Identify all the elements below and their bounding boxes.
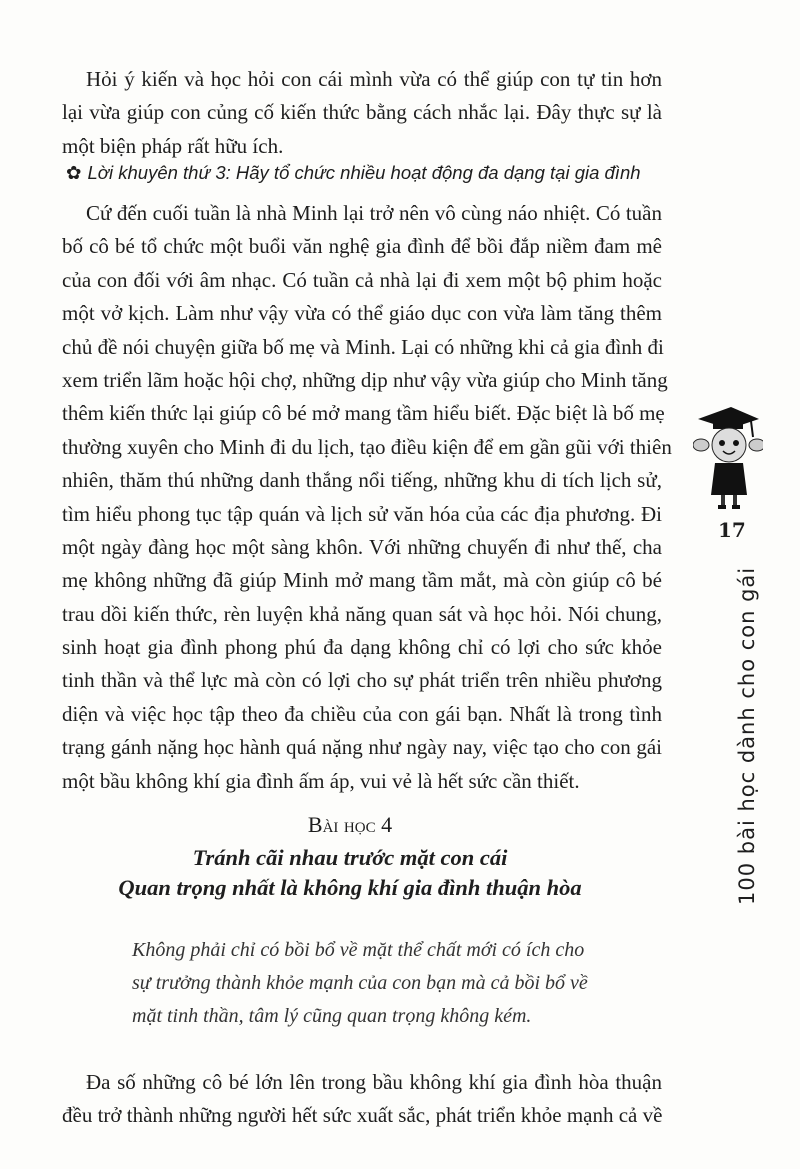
flower-icon: ✿ <box>66 162 82 183</box>
text-line: một ngày đàng học một sàng khôn. Với những chuyến đi như thế, cha <box>62 534 662 559</box>
text-line: trạng gánh nặng học hành quá nặng như ngày nay, việc tạo cho con gái <box>62 735 662 760</box>
tip-text: Lời khuyên thứ 3: Hãy tổ chức nhiều hoạt động đa dạng tại gia đình <box>87 162 641 183</box>
lesson-subtitle: Quan trọng nhất là không khí gia đình thuận hòa <box>118 875 582 900</box>
epigraph <box>132 934 652 1033</box>
tip-heading <box>66 162 666 184</box>
text-line: chủ đề nói chuyện giữa bố mẹ và Minh. Lại có những khi cả gia đình đi <box>62 334 664 359</box>
text-line: thường xuyên cho Minh đi du lịch, tạo điều kiện để em gần gũi với thiên <box>62 434 672 459</box>
text-line: diện và việc học tập theo đa chiều của con gái bạn. Nhất là trong tình <box>62 701 662 726</box>
graduate-girl-illustration <box>693 403 763 513</box>
text-line: sinh hoạt gia đình phong phú đa dạng không chỉ có lợi cho sức khỏe <box>62 635 662 660</box>
text-line: nhiên, thăm thú những danh thắng nổi tiếng, những khu di tích lịch sử, <box>62 468 662 493</box>
text-line: một bầu không khí gia đình ấm áp, vui vẻ là hết sức cần thiết. <box>62 768 580 793</box>
text-line: mặt tinh thần, tâm lý cũng quan trọng không kém. <box>132 1005 532 1027</box>
text-line: sự trưởng thành khỏe mạnh của con bạn mà cả bồi bổ về <box>132 972 588 994</box>
page-number: 17 <box>718 518 746 542</box>
text-line: thêm kiến thức lại giúp cô bé mở mang tầm hiểu biết. Đặc biệt là bố mẹ <box>62 401 665 426</box>
paragraph-3 <box>62 1066 662 1133</box>
text-line: Không phải chỉ có bồi bổ về mặt thể chất mới có ích cho <box>132 939 585 961</box>
text-line: Hỏi ý kiến và học hỏi con cái mình vừa có thể giúp con tự tin hơn <box>86 67 662 91</box>
text-line: xem triển lãm hoặc hội chợ, những dịp như vậy vừa giúp cho Minh tăng <box>62 367 668 392</box>
running-title: 100 bài học dành cho con gái <box>735 566 759 905</box>
text-line: tìm hiểu phong tục tập quán và lịch sử văn hóa của các địa phương. Đi <box>62 501 662 526</box>
lesson-title: Tránh cãi nhau trước mặt con cái <box>192 845 508 870</box>
text-line: trau dồi kiến thức, rèn luyện khả năng quan sát và học hỏi. Nói chung, <box>62 601 662 626</box>
text-line: một vở kịch. Làm như vậy vừa có thể giáo dục con vừa làm tăng thêm <box>62 301 662 326</box>
text-line: tinh thần và thể lực mà còn có lợi cho sự phát triển trên nhiều phương <box>62 668 662 693</box>
text-line: lại vừa giúp con củng cố kiến thức bằng cách nhắc lại. Đây thực sự là <box>62 100 662 125</box>
text-line: mẹ không những đã giúp Minh mở mang tầm mắt, mà còn giúp cô bé <box>62 568 662 593</box>
text-line: Đa số những cô bé lớn lên trong bầu không khí gia đình hòa thuận <box>86 1070 662 1094</box>
text-line: một biện pháp rất hữu ích. <box>62 133 284 158</box>
text-line: bố cô bé tổ chức một buổi văn nghệ gia đình để bồi đắp niềm đam mê <box>62 234 662 259</box>
paragraph-1 <box>62 63 662 163</box>
text-line: của con đối với âm nhạc. Có tuần cả nhà lại đi xem một bộ phim hoặc <box>62 267 662 292</box>
paragraph-2 <box>62 197 672 798</box>
text-line: đều trở thành những người hết sức xuất sắc, phát triển khỏe mạnh cả về <box>62 1103 663 1128</box>
lesson-label: Bài học 4 <box>307 812 393 837</box>
text-line: Cứ đến cuối tuần là nhà Minh lại trở nên vô cùng náo nhiệt. Có tuần <box>86 201 662 225</box>
